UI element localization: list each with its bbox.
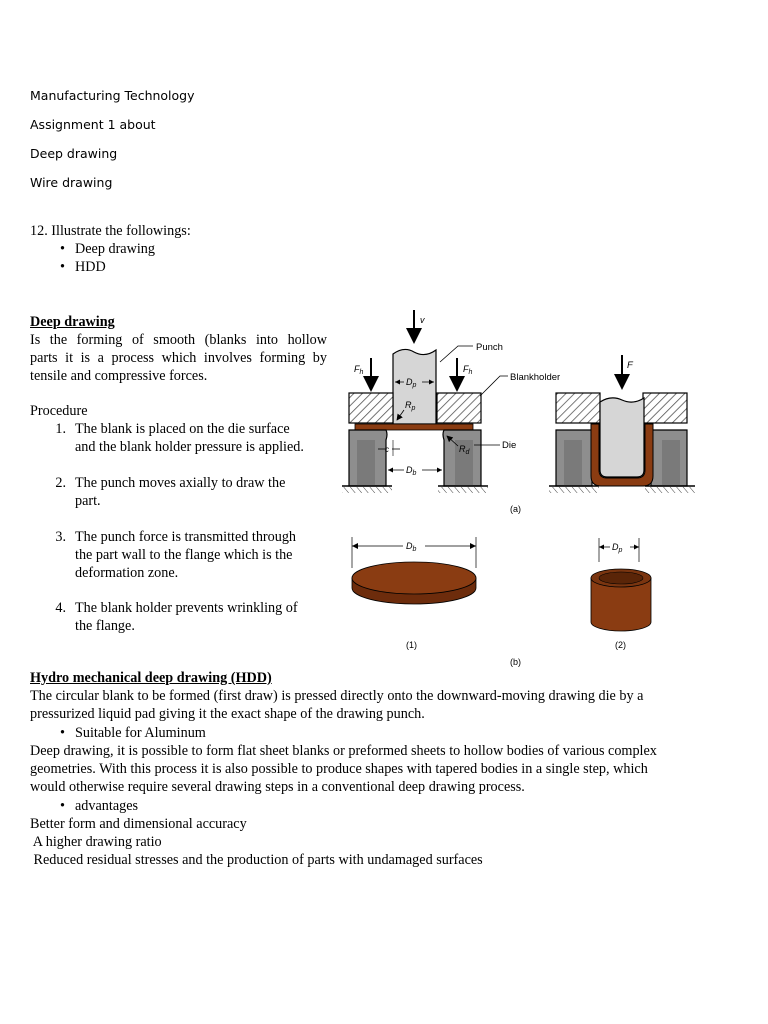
advantage-line: Reduced residual stresses and the production of parts with undamaged surfaces <box>30 852 483 868</box>
fh-label: $F_h$ <box>463 364 473 376</box>
label-1: (1) <box>406 640 417 650</box>
bullet-dot-icon: • <box>60 259 65 275</box>
blank-sheet <box>355 424 473 430</box>
label-b: (b) <box>510 657 521 667</box>
bullet-dot-icon: • <box>60 725 65 741</box>
setup-right <box>549 355 695 493</box>
dp-label: $D_p$ <box>406 377 417 389</box>
deep-drawing-figure <box>330 300 710 672</box>
topic-deep-drawing: Deep drawing <box>30 146 118 161</box>
hdd-heading: Hydro mechanical deep drawing (HDD) <box>30 670 272 686</box>
dp-label: $D_p$ <box>612 542 623 554</box>
topic-wire-drawing: Wire drawing <box>30 175 113 190</box>
ground-hatch <box>342 487 392 493</box>
assignment-line: Assignment 1 about <box>30 117 156 132</box>
question-bullet-item: • HDD <box>60 259 106 275</box>
hdd-paragraph-line: would otherwise require several drawing steps in a conventional deep drawing process. <box>30 779 525 795</box>
hdd-bullet-item: • Suitable for Aluminum <box>60 725 206 741</box>
blankholder-right <box>437 393 481 423</box>
question-text: 12. Illustrate the followings: <box>30 223 191 239</box>
course-title: Manufacturing Technology <box>30 88 195 103</box>
blankholder-label: Blankholder <box>510 372 561 383</box>
label-a: (a) <box>510 504 521 514</box>
v-label: v <box>420 315 425 325</box>
hdd-paragraph-line: pressurized liquid pad giving it the exact shape of the drawing punch. <box>30 706 425 722</box>
procedure-label: Procedure <box>30 403 88 419</box>
procedure-step: 4. The blank holder prevents wrinkling of the flange. <box>55 600 298 634</box>
finished-cup <box>591 538 651 631</box>
intro-line: tensile and compressive forces. <box>30 368 208 384</box>
procedure-step: 1. The blank is placed on the die surface and the blank holder pressure is applied. <box>55 421 304 455</box>
punch-label: Punch <box>476 342 503 353</box>
bullet-dot-icon: • <box>60 241 65 257</box>
ground-hatch <box>549 487 599 493</box>
rd-label: $R_d$ <box>459 444 470 456</box>
db-label: $D_b$ <box>406 541 417 553</box>
bullet-dot-icon: • <box>60 798 65 814</box>
setup-left <box>342 310 560 493</box>
hdd-paragraph-line: The circular blank to be formed (first draw) is pressed directly onto the downward-moving drawing die by a <box>30 688 644 704</box>
die-shade <box>357 440 375 486</box>
fh-label: $F_h$ <box>354 364 364 376</box>
blankholder-left <box>349 393 393 423</box>
ground-hatch <box>645 487 695 493</box>
die-label: Die <box>502 440 517 451</box>
rp-label: $R_p$ <box>405 400 416 412</box>
hdd-bullet-item: • advantages <box>60 798 139 814</box>
hdd-paragraph-line: Deep drawing, it is possible to form flat sheet blanks or preformed sheets to hollow bodies of various complex <box>30 743 657 759</box>
punch-body <box>600 398 644 477</box>
blankholder-left <box>556 393 600 423</box>
advantage-line: A higher drawing ratio <box>30 834 162 850</box>
label-2: (2) <box>615 640 626 650</box>
hdd-paragraph-line: geometries. With this process it is also possible to produce shapes with tapered bodies in a single step, which <box>30 761 648 777</box>
procedure-step: 3. The punch force is transmitted through the part wall to the flange which is the deformation zone. <box>55 529 297 581</box>
intro-line: parts it is a process which involves forming by <box>30 350 327 366</box>
ground-hatch <box>438 487 488 493</box>
intro-line: Is the forming of smooth (blanks into hollow <box>30 332 327 348</box>
question-bullet-item: • Deep drawing <box>60 241 155 257</box>
advantage-line: Better form and dimensional accuracy <box>30 816 247 832</box>
blank-disk <box>352 537 476 604</box>
blankholder-right <box>643 393 687 423</box>
c-label: c <box>385 445 389 454</box>
procedure-step: 2. The punch moves axially to draw the part. <box>55 475 286 509</box>
db-label: $D_b$ <box>406 465 417 477</box>
deep-drawing-heading: Deep drawing <box>30 314 115 330</box>
f-label: F <box>627 360 633 371</box>
